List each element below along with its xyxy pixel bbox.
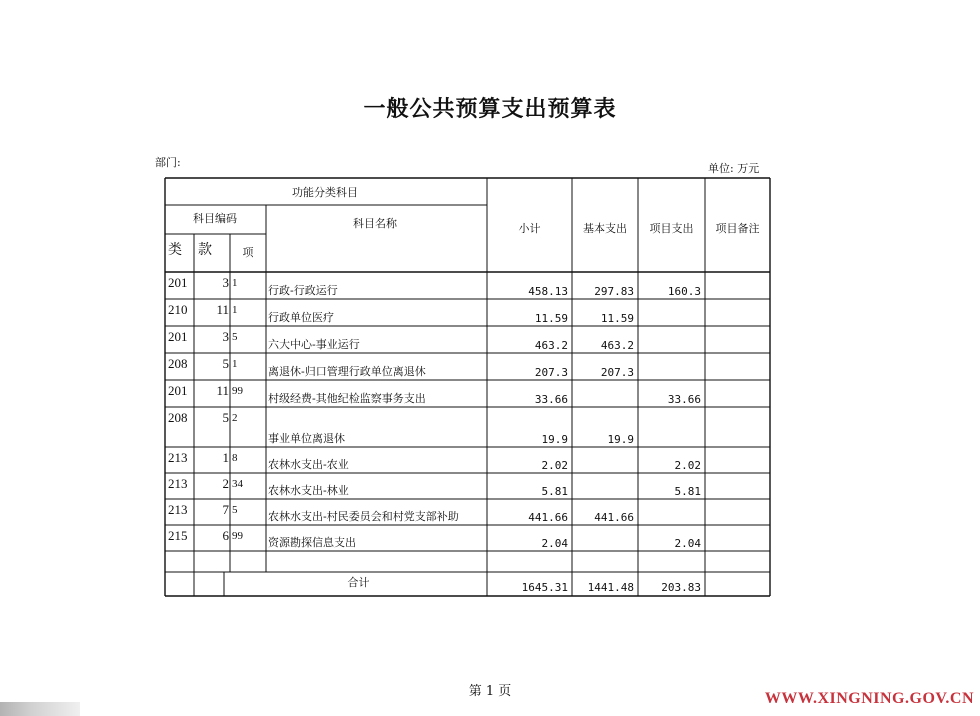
cell-project-expense: 2.02 <box>674 459 701 472</box>
cell-subtotal: 458.13 <box>528 285 568 298</box>
cell-subtotal: 2.04 <box>541 537 568 550</box>
cell-lei: 213 <box>168 502 188 517</box>
cell-kuan: 2 <box>222 476 229 491</box>
cell-xiang: 34 <box>232 478 243 490</box>
cell-subject-name: 六大中心-事业运行 <box>268 338 360 351</box>
cell-basic-expense: 19.9 <box>607 433 634 446</box>
header-kuan: 款 <box>198 242 212 258</box>
total-label: 合计 <box>347 576 370 589</box>
cell-basic-expense: 297.83 <box>594 285 634 298</box>
header-xiang: 项 <box>242 246 254 259</box>
cell-subtotal: 441.66 <box>528 511 568 524</box>
cell-lei: 215 <box>168 528 188 543</box>
cell-xiang: 1 <box>232 358 238 370</box>
cell-subtotal: 2.02 <box>541 459 568 472</box>
page-number: 第 1 页 <box>468 684 512 699</box>
total-subtotal: 1645.31 <box>521 581 568 594</box>
cell-subject-name: 资源勘探信息支出 <box>268 536 356 549</box>
site-watermark: WWW.XINGNING.GOV.CN <box>764 690 974 707</box>
cell-kuan: 3 <box>222 275 229 290</box>
cell-kuan: 6 <box>222 528 229 543</box>
cell-xiang: 5 <box>232 331 238 343</box>
cell-xiang: 1 <box>232 277 238 289</box>
cell-subject-name: 事业单位离退休 <box>268 432 345 445</box>
cell-lei: 208 <box>168 410 188 425</box>
cell-kuan: 5 <box>222 356 229 371</box>
cell-project-expense: 160.3 <box>667 285 701 298</box>
cell-subtotal: 5.81 <box>541 485 568 498</box>
cell-subject-name: 农林水支出-村民委员会和村党支部补助 <box>268 510 459 523</box>
cell-subtotal: 33.66 <box>534 393 568 406</box>
cell-xiang: 1 <box>232 304 238 316</box>
header-code-group: 科目编码 <box>193 212 237 225</box>
cell-lei: 213 <box>168 476 188 491</box>
cell-lei: 208 <box>168 356 188 371</box>
cell-subject-name: 行政单位医疗 <box>268 311 334 324</box>
cell-kuan: 1 <box>222 450 229 465</box>
header-lei: 类 <box>168 242 182 258</box>
cell-subtotal: 463.2 <box>534 339 568 352</box>
cell-xiang: 5 <box>232 504 238 516</box>
page-title: 一般公共预算支出预算表 <box>363 96 617 122</box>
header-basic-expense: 基本支出 <box>583 222 627 235</box>
cell-subject-name: 农林水支出-林业 <box>268 484 349 497</box>
cell-subject-name: 农林水支出-农业 <box>268 458 349 471</box>
cell-kuan: 11 <box>216 383 229 398</box>
cell-basic-expense: 441.66 <box>594 511 634 524</box>
cell-subject-name: 行政-行政运行 <box>268 284 338 297</box>
cell-subtotal: 207.3 <box>534 366 568 379</box>
cell-subtotal: 11.59 <box>534 312 568 325</box>
cell-xiang: 99 <box>232 530 243 542</box>
cell-project-expense: 33.66 <box>667 393 701 406</box>
cell-kuan: 3 <box>222 329 229 344</box>
cell-kuan: 5 <box>222 410 229 425</box>
header-subtotal: 小计 <box>518 222 541 235</box>
cell-subject-name: 离退休-归口管理行政单位离退休 <box>268 365 426 378</box>
header-subject-name: 科目名称 <box>353 217 397 230</box>
cell-lei: 201 <box>168 275 188 290</box>
total-basic-expense: 1441.48 <box>587 581 634 594</box>
cell-project-expense: 2.04 <box>674 537 701 550</box>
cell-kuan: 7 <box>222 502 229 517</box>
scan-edge-smudge <box>0 702 80 716</box>
cell-subject-name: 村级经费-其他纪检监察事务支出 <box>268 392 426 405</box>
cell-project-expense: 5.81 <box>674 485 701 498</box>
cell-xiang: 8 <box>232 452 238 464</box>
cell-lei: 201 <box>168 329 188 344</box>
cell-kuan: 11 <box>216 302 229 317</box>
total-project-expense: 203.83 <box>661 581 701 594</box>
department-label: 部门: <box>155 156 181 169</box>
cell-lei: 201 <box>168 383 188 398</box>
cell-subtotal: 19.9 <box>541 433 568 446</box>
cell-lei: 210 <box>168 302 188 317</box>
header-project-remark: 项目备注 <box>715 222 760 235</box>
unit-label: 单位: 万元 <box>708 162 760 175</box>
header-function-category: 功能分类科目 <box>292 186 358 199</box>
cell-lei: 213 <box>168 450 188 465</box>
cell-basic-expense: 463.2 <box>600 339 634 352</box>
cell-basic-expense: 207.3 <box>600 366 634 379</box>
cell-basic-expense: 11.59 <box>600 312 634 325</box>
cell-xiang: 99 <box>232 385 243 397</box>
cell-xiang: 2 <box>232 412 238 424</box>
header-project-expense: 项目支出 <box>649 222 694 235</box>
